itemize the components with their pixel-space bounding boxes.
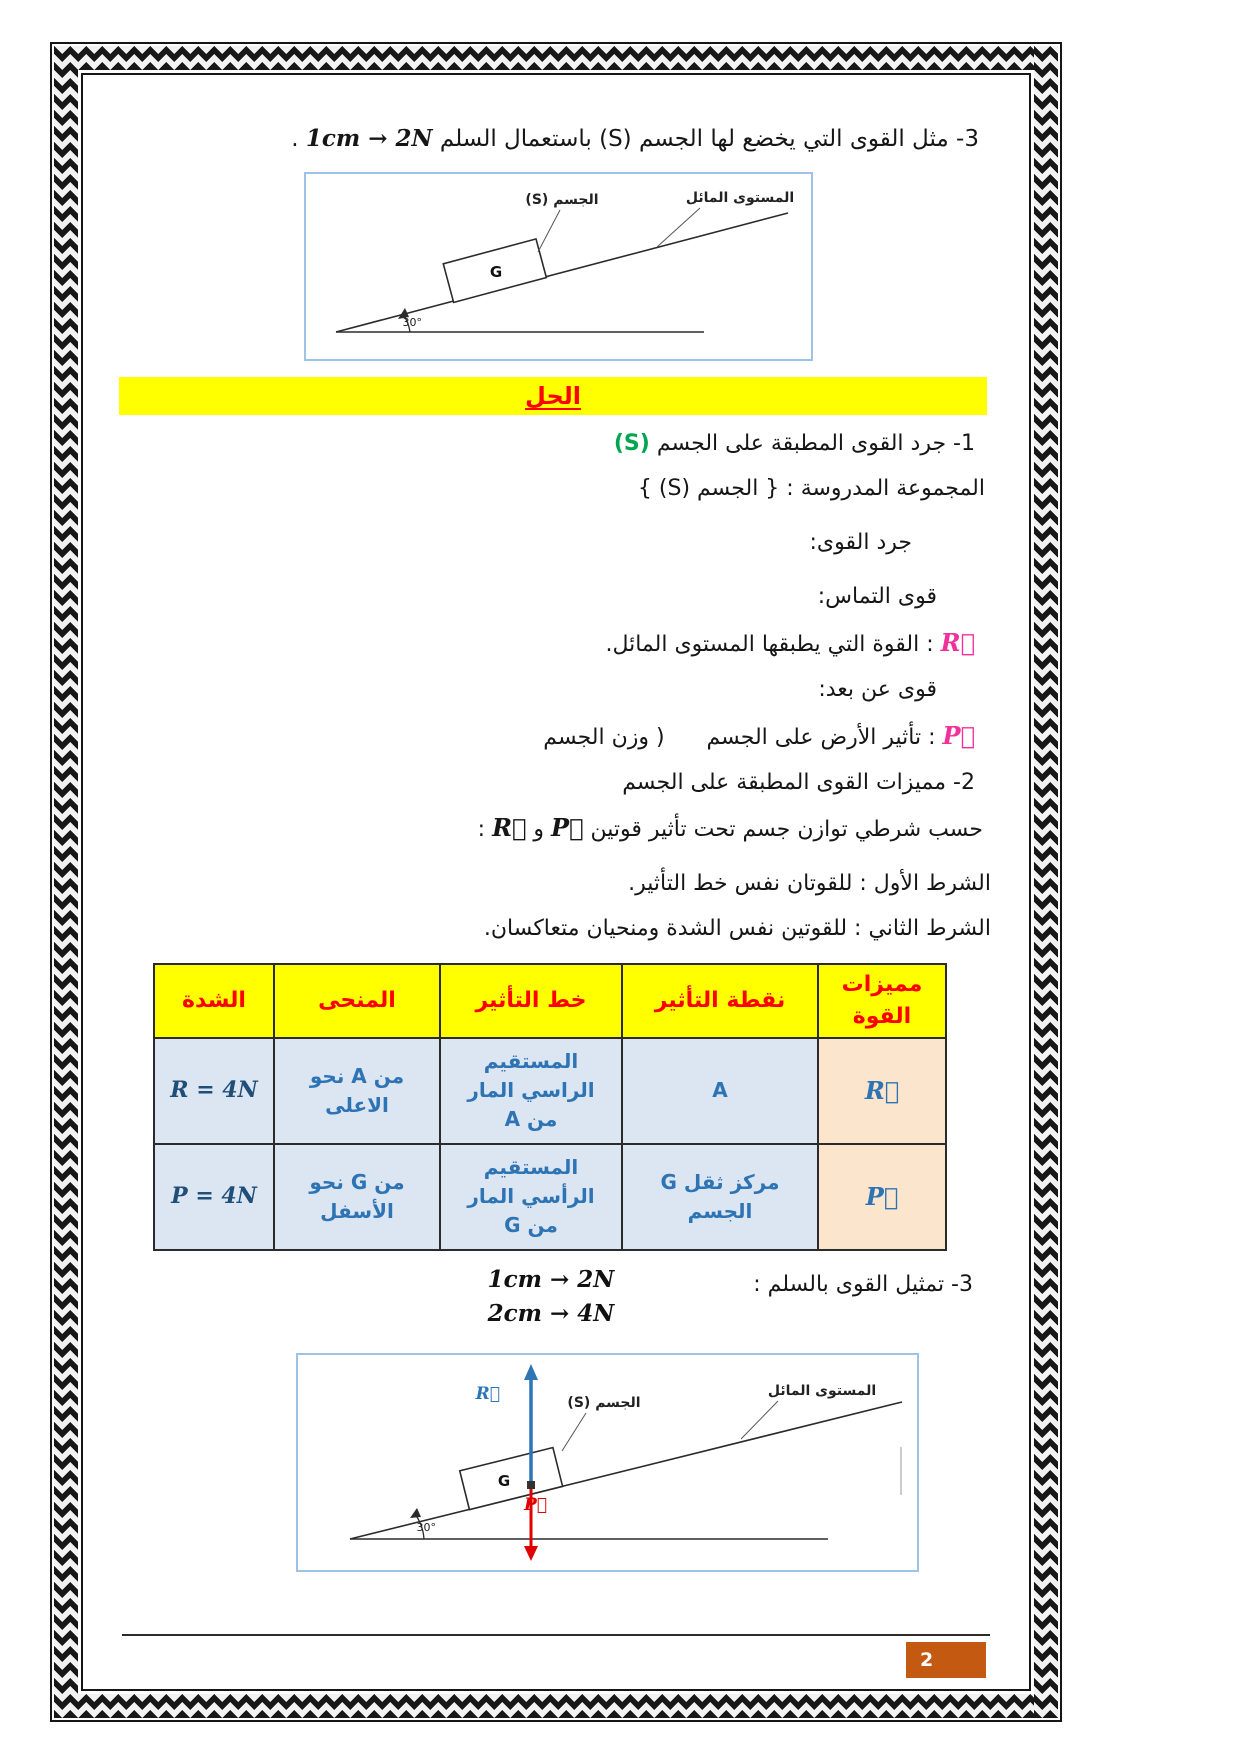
table-header-row [154, 964, 946, 1038]
step2-heading: 2- مميزات القوى المطبقة على الجسم [622, 769, 975, 795]
angle-label: 30° [402, 316, 422, 330]
cell-p-force: P⃗ [818, 1144, 946, 1250]
p-vector-label: P⃗ [524, 1494, 547, 1515]
block-g-label: G [497, 1471, 511, 1490]
studied-group-line: المجموعة المدروسة : { الجسم (S) } [637, 476, 985, 502]
equilibrium-conditions-line [105, 811, 997, 846]
angle-label: 30° [416, 1520, 436, 1534]
condition1-line: الشرط الأول : للقوتان نفس خط التأثير. [628, 871, 991, 897]
block-on-incline [460, 1447, 563, 1509]
figure-inclined-plane [304, 172, 813, 361]
colon: : [477, 817, 486, 843]
solution-banner [119, 377, 987, 415]
problem-statement [105, 122, 997, 156]
header-magnitude: الشدة [154, 964, 274, 1038]
p-vector-arrowhead [524, 1546, 538, 1561]
figure-forces-diagram [296, 1353, 919, 1572]
forces-characteristics-table [153, 963, 947, 1251]
reaction-force-line [105, 626, 997, 661]
scale-line-2: 2cm → 4N [487, 1300, 615, 1328]
cell-r-magnitude: R = 4N [154, 1038, 274, 1144]
p-vector-symbol: P⃗ [942, 720, 975, 750]
step1-heading [105, 428, 997, 460]
block-g-label: G [489, 263, 503, 282]
body-label: الجسم (S) [567, 1394, 641, 1411]
p-force-description: : تأثير الأرض على الجسم ( وزن الجسم [543, 724, 936, 750]
contact-forces-line: قوى التماس: [817, 584, 937, 610]
cell-p-point: مركز ثقل G الجسم [622, 1144, 818, 1250]
document-content [105, 96, 997, 1572]
distance-forces-line: قوى عن بعد: [818, 676, 937, 702]
incline-diagram-1 [310, 174, 811, 355]
r-vector-arrowhead [524, 1364, 538, 1380]
equilibrium-intro: حسب شرطي توازن جسم تحت تأثير قوتين [590, 817, 983, 843]
table-row-weight [154, 1144, 946, 1250]
step3-heading: 3- تمثيل القوى بالسلم : [753, 1271, 973, 1297]
incline-diagram-2 [302, 1355, 917, 1566]
cell-p-line: المستقيم الرأسي المار من G [440, 1144, 622, 1250]
border-band-right [1034, 46, 1058, 1718]
problem-scale-expression: 1cm → 2N [305, 125, 433, 152]
r-vector-inline: R⃗ [492, 813, 527, 843]
r-force-description: : القوة التي يطبقها المستوى المائل. [605, 631, 934, 657]
table-row-reaction [154, 1038, 946, 1144]
angle-arrowhead [410, 1508, 421, 1518]
solution-title: الحل [525, 381, 581, 410]
body-leader-line [562, 1413, 586, 1451]
cell-r-point: A [622, 1038, 818, 1144]
cell-p-direction: من G نحو الأسفل [274, 1144, 440, 1250]
r-vector-label: R⃗ [475, 1383, 500, 1404]
cell-p-magnitude: P = 4N [154, 1144, 274, 1250]
force-inventory-line: جرد القوى: [809, 530, 912, 556]
and-word: و [533, 817, 545, 843]
problem-period: . [291, 126, 299, 152]
plane-label: المستوى المائل [767, 1382, 877, 1399]
border-band-left [54, 46, 78, 1718]
border-band-top [54, 46, 1058, 70]
r-vector-symbol: R⃗ [940, 627, 975, 657]
p-vector-inline: P⃗ [551, 813, 584, 843]
header-line-of-action: خط التأثير [440, 964, 622, 1038]
problem-text: 3- مثل القوى التي يخضع لها الجسم (S) باستعمال السلم [439, 126, 979, 152]
page-number-badge: 2 [906, 1642, 986, 1678]
incline-line [350, 1402, 902, 1539]
body-leader-line [538, 210, 560, 252]
scale-line-1: 1cm → 2N [487, 1265, 615, 1293]
plane-label: المستوى المائل [685, 190, 795, 207]
step3-section [105, 1263, 997, 1347]
cell-r-force: R⃗ [818, 1038, 946, 1144]
border-band-bottom [54, 1694, 1058, 1718]
header-force-features: مميزات القوة [818, 964, 946, 1038]
scale-equations [488, 1263, 615, 1332]
cell-r-direction: من A نحو الاعلى [274, 1038, 440, 1144]
header-application-point: نقطة التأثير [622, 964, 818, 1038]
step1-system-symbol: (S) [613, 431, 650, 457]
weight-force-line [105, 719, 997, 754]
step1-text: 1- جرد القوى المطبقة على الجسم [656, 431, 975, 457]
condition2-line: الشرط الثاني : للقوتين نفس الشدة ومنحيان متعاكسان. [483, 916, 991, 942]
plane-leader-line [741, 1401, 778, 1439]
footer-divider [122, 1634, 990, 1636]
g-point-marker [527, 1481, 535, 1489]
cell-r-line: المستقيم الراسي المار من A [440, 1038, 622, 1144]
header-direction: المنحى [274, 964, 440, 1038]
body-label: الجسم (S) [525, 192, 599, 209]
